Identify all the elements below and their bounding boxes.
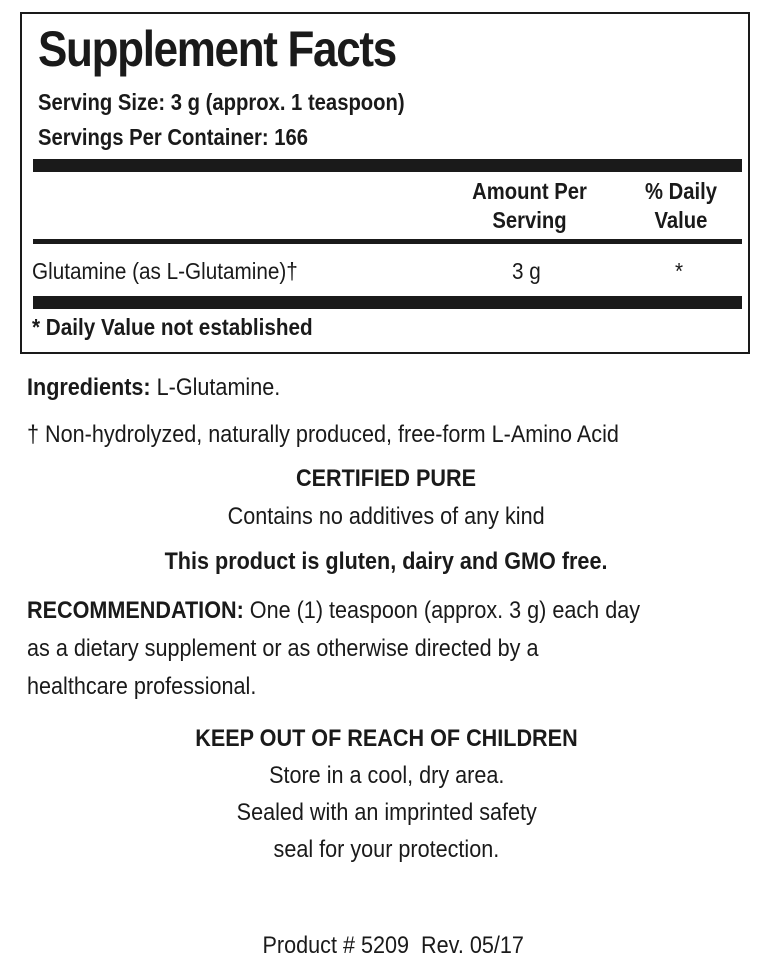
recommendation-text1: One (1) teaspoon (approx. 3 g) each day	[243, 597, 641, 624]
recommendation-line1	[27, 592, 640, 630]
supplement-facts-panel	[20, 12, 750, 354]
thick-divider-top	[33, 159, 742, 172]
warning-heading	[0, 727, 773, 751]
allergen-statement	[0, 550, 773, 574]
servings-per-container: Servings Per Container: 166	[38, 124, 308, 150]
product-number-text: Product # 5209 Rev. 05/17	[262, 932, 524, 959]
medium-divider	[33, 239, 742, 244]
ingredients-text: L-Glutamine.	[150, 374, 281, 401]
daily-value-header	[629, 177, 733, 235]
certified-text	[0, 505, 773, 529]
thick-divider-bottom	[33, 296, 742, 309]
certified-heading-text: CERTIFIED PURE	[296, 465, 477, 492]
ingredients-label: Ingredients:	[27, 374, 151, 401]
recommendation-block	[27, 592, 640, 706]
ingredients-line	[27, 369, 280, 407]
product-number	[0, 910, 773, 958]
seal-line2	[0, 838, 773, 862]
dv-header-line2: Value	[654, 207, 708, 233]
nutrient-amount: 3 g	[512, 258, 541, 284]
serving-size: Serving Size: 3 g (approx. 1 teaspoon)	[38, 89, 405, 115]
nutrient-daily-value: *	[675, 258, 684, 284]
storage-line	[0, 764, 773, 788]
recommendation-line2: as a dietary supplement or as otherwise directed by a	[27, 635, 539, 662]
certified-heading	[0, 467, 773, 491]
recommendation-line3: healthcare professional.	[27, 673, 257, 700]
certified-text-span: Contains no additives of any kind	[228, 503, 545, 530]
nutrient-name: Glutamine (as L-Glutamine)†	[32, 258, 298, 284]
amount-header-line1: Amount Per	[472, 178, 587, 204]
seal-line1	[0, 801, 773, 825]
seal-line2-text: seal for your protection.	[273, 836, 500, 863]
seal-line1-text: Sealed with an imprinted safety	[236, 799, 537, 826]
dv-header-line1: % Daily	[644, 178, 717, 204]
facts-title: Supplement Facts	[38, 21, 396, 77]
amount-header-line2: Serving	[492, 207, 567, 233]
daily-value-footnote: * Daily Value not established	[32, 314, 313, 340]
dagger-note: † Non-hydrolyzed, naturally produced, free-form L-Amino Acid	[27, 421, 619, 448]
recommendation-label: RECOMMENDATION:	[27, 597, 244, 624]
warning-heading-text: KEEP OUT OF REACH OF CHILDREN	[195, 725, 578, 752]
allergen-statement-text: This product is gluten, dairy and GMO free.	[165, 548, 608, 575]
amount-per-serving-header	[461, 177, 597, 235]
storage-line-text: Store in a cool, dry area.	[268, 762, 505, 789]
